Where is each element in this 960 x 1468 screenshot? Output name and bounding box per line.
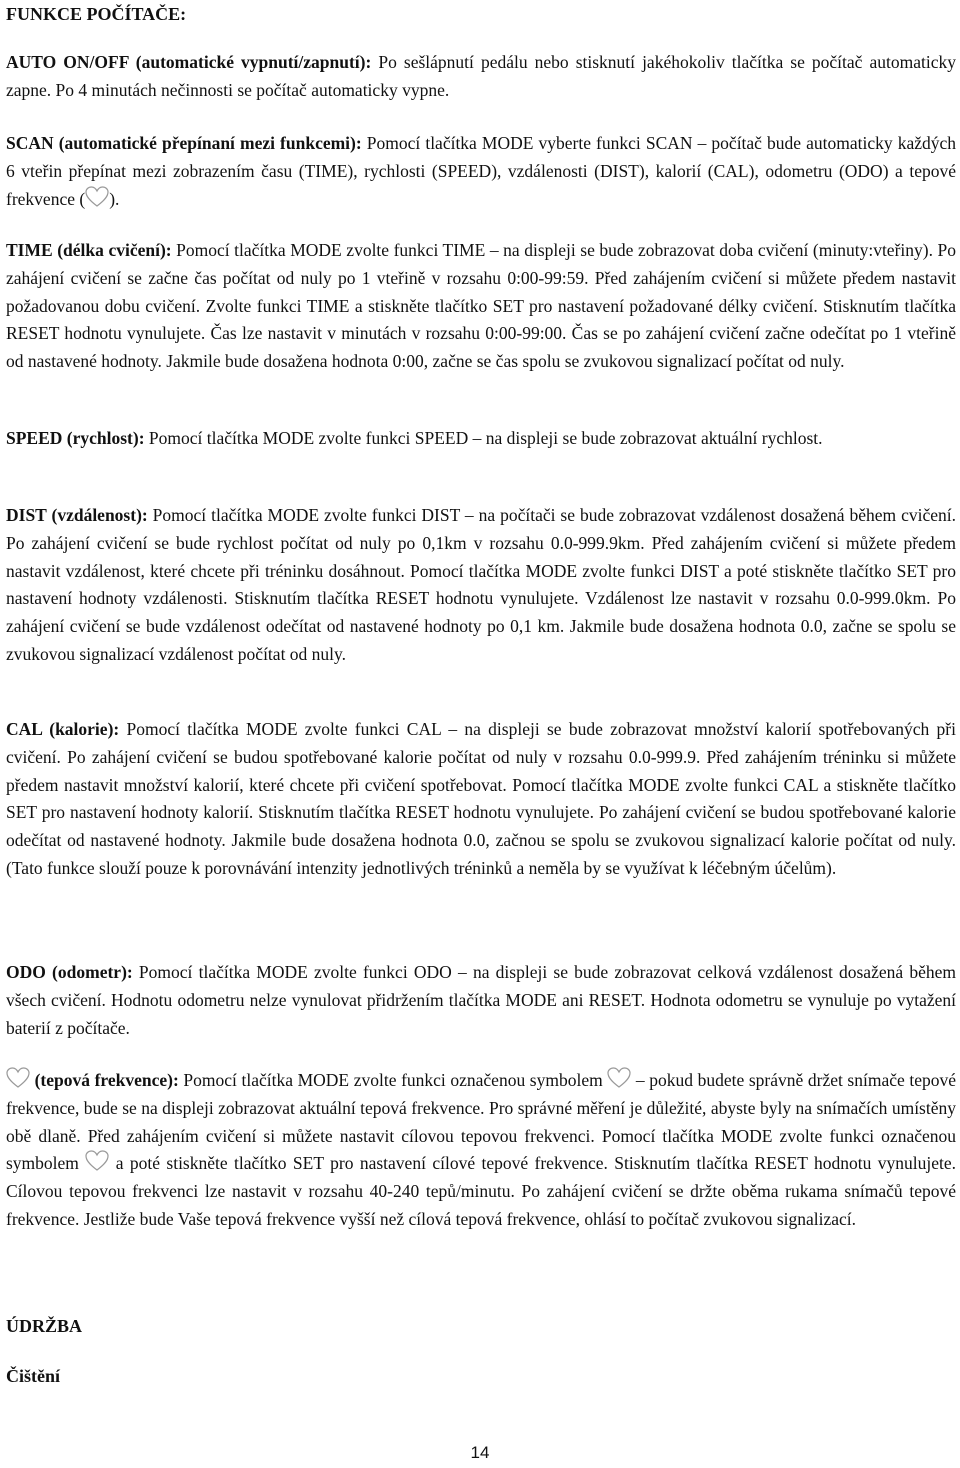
section-auto-text: Po sešlápnutí pedálu nebo stisknutí jakéhokoliv tlačítka se počítač automaticky zapne. Po 4 minutách nečinnosti se počítač automaticky vypne. [6, 52, 956, 100]
section-cal-text: Pomocí tlačítka MODE zvolte funkci CAL – na displeji se bude zobrazovat množství kalorií spotřebovaných při cvičení. Po zahájení cvičení se budou spotřebované kalorie počítat od nuly v rozsahu 0.0-999.9. Před zahájením tréninku si můžete předem nastavit množství kalorií, které chcete při cvičení spotřebovat. Pomocí tlačítka MODE zvolte funkci CAL a stiskněte tlačítko SET pro nastavení hodnoty kalorií. Stisknutím tlačítka RESET hodnotu vynulujete. Po zahájení cvičení se budou spotřebované kalorie odečítat od nastavené hodnoty. Jakmile bude dosažena hodnota 0.0, začnou se spolu se zvukovou signalizací kalorie počítat od nuly. (Tato funkce slouží pouze k porovnávání intenzity jednotlivých tréninků a neměla by se využívat k léčebným účelům). [6, 719, 956, 878]
maintenance-heading: ÚDRŽBA [6, 1316, 83, 1336]
section-pulse [6, 1067, 956, 1234]
section-pulse-text-c: a poté stiskněte tlačítko SET pro nastavení cílové tepové frekvence. Stisknutím tlačítka RESET hodnotu vynulujete. Cílovou tepovou frekvenci lze nastavit v rozsahu 40-240 tepů/minutu. Po zahájení cvičení se držte oběma rukama snímačů tepové frekvence. Jestliže bude Vaše tepová frekvence vyšší než cílová tepová frekvence, ohlásí to počítač zvukovou signalizací. [6, 1153, 956, 1229]
page-number: 14 [470, 1443, 490, 1462]
section-speed [6, 425, 956, 453]
section-time [6, 237, 956, 376]
section-odo-text: Pomocí tlačítka MODE zvolte funkci ODO – na displeji se bude zobrazovat celková vzdálenost dosažená během všech cvičení. Hodnotu odometru nelze vynulovat přidržením tlačítka MODE ani RESET. Hodnota odometru se vynuluje po vytažení baterií z počítače. [6, 962, 956, 1038]
section-time-text: Pomocí tlačítka MODE zvolte funkci TIME – na displeji se bude zobrazovat doba cvičení (minuty:vteřiny). Po zahájení cvičení se začne čas počítat od nuly po 1 vteřině v rozsahu 0:00-99:59. Před zahájením cvičení si můžete předem nastavit požadovanou dobu cvičení. Zvolte funkci TIME a stiskněte tlačítko SET pro nastavení požadované délky cvičení. Stisknutím tlačítka RESET hodnotu vynulujete. Čas lze nastavit v minutách v rozsahu 0:00-99:00. Čas se po zahájení cvičení začne odečítat po 1 vteřině od nastavené hodnoty. Jakmile bude dosažena hodnota 0:00, začne se čas spolu se zvukovou signalizací počítat od nuly. [6, 240, 956, 372]
section-dist [6, 502, 956, 669]
section-pulse-heading: (tepová frekvence): [30, 1070, 179, 1090]
section-pulse-text-a: Pomocí tlačítka MODE zvolte funkci označenou symbolem [178, 1070, 608, 1090]
section-speed-text: Pomocí tlačítka MODE zvolte funkci SPEED – na displeji se bude zobrazovat aktuální rychlost. [144, 428, 823, 448]
section-speed-heading: SPEED (rychlost): [6, 428, 145, 448]
section-pulse-text-b: – pokud budete správně držet snímače tepové frekvence, bude se na displeji zobrazovat aktuální tepová frekvence. Pro správné měření je důležité, abyste byly na snímačích umístěny obě dlaně. Před zahájením cvičení si můžete nastavit cílovou tepovou frekvenci. Pomocí tlačítka MODE zvolte funkci označenou symbolem [6, 1070, 957, 1174]
page-title: FUNKCE POČÍTAČE: [6, 4, 187, 24]
section-cal [6, 716, 956, 883]
heart-outline-icon [607, 1067, 631, 1089]
section-auto-heading: AUTO ON/OFF (automatické vypnutí/zapnutí): [6, 52, 372, 72]
section-time-heading: TIME (délka cvičení): [6, 240, 172, 260]
section-dist-heading: DIST (vzdálenost): [6, 505, 148, 525]
section-scan-text-end: ). [109, 188, 120, 209]
heart-outline-icon [6, 1067, 30, 1089]
section-cal-heading: CAL (kalorie): [6, 719, 120, 739]
heart-outline-icon [85, 1150, 109, 1172]
cleaning-heading: Čištění [6, 1366, 60, 1386]
heart-outline-icon [85, 186, 109, 208]
section-auto [6, 49, 956, 105]
section-scan-text: Pomocí tlačítka MODE vyberte funkci SCAN – počítač bude automaticky každých 6 vteřin přepínat mezi zobrazením času (TIME), rychlosti (SPEED), vzdálenosti (DIST), kalorií (CAL), odometru (ODO) a tepové frekvence ( [6, 133, 956, 209]
section-scan [6, 130, 956, 213]
section-dist-text: Pomocí tlačítka MODE zvolte funkci DIST – na počítači se bude zobrazovat vzdálenost dosažená během cvičení. Po zahájení cvičení se bude rychlost počítat od nuly po 0,1km v rozsahu 0.0-999.9km. Před zahájením cvičení si můžete předem nastavit vzdálenost, které chcete při tréninku dosáhnout. Pomocí tlačítka MODE zvolte funkci DIST a poté stiskněte tlačítko SET pro nastavení hodnoty vzdálenosti. Stisknutím tlačítka RESET hodnotu vynulujete. Vzdálenost lze nastavit v rozsahu 0.0-999.0km. Po zahájení cvičení se bude vzdálenost odečítat od nastavené hodnoty po 0,1 km. Jakmile bude dosažena hodnota 0.0, začne se spolu se zvukovou signalizací vzdálenost počítat od nuly. [6, 505, 957, 664]
section-odo-heading: ODO (odometr): [6, 962, 133, 982]
section-odo [6, 959, 956, 1042]
section-scan-heading: SCAN (automatické přepínaní mezi funkcemi): [6, 133, 362, 153]
